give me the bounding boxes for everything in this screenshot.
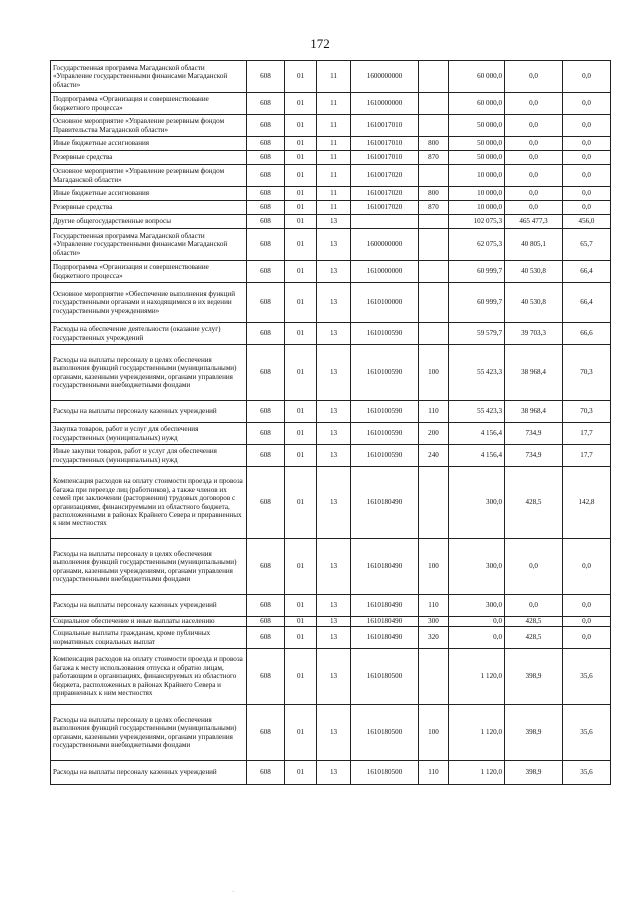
cell-vr: 110 — [419, 401, 449, 423]
cell-csr: 1610100590 — [351, 445, 419, 467]
cell-plan: 300,0 — [449, 539, 505, 595]
cell-rz: 01 — [285, 617, 317, 627]
cell-ved: 608 — [247, 137, 285, 151]
cell-csr: 1610180490 — [351, 595, 419, 617]
cell-fact: 428,5 — [505, 617, 563, 627]
budget-table — [50, 60, 611, 785]
cell-name: Расходы на выплаты персоналу в целях обеспечения выполнения функций государственными (муниципальными) органами, казенными учреждениями, органами управления государственными внебюджетными фондами — [51, 345, 247, 401]
cell-fact: 465 477,3 — [505, 215, 563, 229]
cell-plan: 55 423,3 — [449, 401, 505, 423]
cell-name: Иные бюджетные ассигнования — [51, 187, 247, 201]
cell-rz: 01 — [285, 215, 317, 229]
cell-pct: 66,4 — [563, 261, 611, 283]
cell-name: Социальное обеспечение и иные выплаты населению — [51, 617, 247, 627]
cell-name: Основное мероприятие «Управление резервным фондом Магаданской области» — [51, 165, 247, 187]
cell-plan: 50 000,0 — [449, 115, 505, 137]
cell-csr: 1600000000 — [351, 61, 419, 93]
table-row — [51, 115, 611, 137]
cell-fact: 0,0 — [505, 201, 563, 215]
cell-plan: 10 000,0 — [449, 201, 505, 215]
cell-pct: 17,7 — [563, 423, 611, 445]
table-row — [51, 93, 611, 115]
cell-csr: 1610180490 — [351, 617, 419, 627]
cell-fact: 0,0 — [505, 137, 563, 151]
table-row — [51, 61, 611, 93]
table-row — [51, 165, 611, 187]
cell-plan: 10 000,0 — [449, 165, 505, 187]
cell-fact: 0,0 — [505, 93, 563, 115]
cell-pr: 11 — [317, 165, 351, 187]
table-row — [51, 617, 611, 627]
cell-rz: 01 — [285, 229, 317, 261]
table-row — [51, 215, 611, 229]
cell-vr: 200 — [419, 423, 449, 445]
cell-rz: 01 — [285, 627, 317, 649]
cell-plan: 102 075,3 — [449, 215, 505, 229]
cell-plan: 10 000,0 — [449, 187, 505, 201]
table-row — [51, 627, 611, 649]
cell-pct: 35,6 — [563, 649, 611, 705]
cell-pct: 66,6 — [563, 323, 611, 345]
cell-fact: 0,0 — [505, 61, 563, 93]
page-number: 172 — [310, 36, 330, 51]
table-row — [51, 151, 611, 165]
table-row — [51, 283, 611, 323]
table-row — [51, 423, 611, 445]
cell-ved: 608 — [247, 627, 285, 649]
cell-pct: 35,6 — [563, 705, 611, 761]
cell-rz: 01 — [285, 151, 317, 165]
cell-ved: 608 — [247, 151, 285, 165]
cell-plan: 60 000,0 — [449, 93, 505, 115]
cell-pr: 11 — [317, 151, 351, 165]
cell-vr: 870 — [419, 201, 449, 215]
cell-plan: 50 000,0 — [449, 137, 505, 151]
cell-rz: 01 — [285, 137, 317, 151]
cell-pr: 13 — [317, 215, 351, 229]
cell-vr: 240 — [419, 445, 449, 467]
cell-csr: 1610100590 — [351, 423, 419, 445]
cell-plan: 1 120,0 — [449, 649, 505, 705]
cell-pct: 0,0 — [563, 627, 611, 649]
cell-rz: 01 — [285, 165, 317, 187]
cell-plan: 1 120,0 — [449, 705, 505, 761]
cell-name: Подпрограмма «Организация и совершенствование бюджетного процесса» — [51, 261, 247, 283]
cell-rz: 01 — [285, 201, 317, 215]
cell-pr: 11 — [317, 187, 351, 201]
cell-vr: 110 — [419, 761, 449, 785]
cell-plan: 0,0 — [449, 617, 505, 627]
cell-csr: 1610100590 — [351, 401, 419, 423]
cell-csr: 1610017010 — [351, 137, 419, 151]
table-row — [51, 705, 611, 761]
cell-pr: 13 — [317, 261, 351, 283]
table-row — [51, 187, 611, 201]
cell-pr: 13 — [317, 323, 351, 345]
cell-pr: 11 — [317, 115, 351, 137]
cell-fact: 734,9 — [505, 445, 563, 467]
cell-pct: 0,0 — [563, 595, 611, 617]
cell-plan: 0,0 — [449, 627, 505, 649]
cell-name: Основное мероприятие «Управление резервным фондом Правительства Магаданской области» — [51, 115, 247, 137]
cell-name: Расходы на выплаты персоналу казенных учреждений — [51, 401, 247, 423]
cell-ved: 608 — [247, 283, 285, 323]
cell-fact: 39 703,3 — [505, 323, 563, 345]
cell-plan: 59 579,7 — [449, 323, 505, 345]
cell-name: Резервные средства — [51, 151, 247, 165]
table-row — [51, 445, 611, 467]
cell-pct: 17,7 — [563, 445, 611, 467]
cell-pct: 35,6 — [563, 761, 611, 785]
cell-ved: 608 — [247, 323, 285, 345]
cell-rz: 01 — [285, 423, 317, 445]
cell-vr: 800 — [419, 137, 449, 151]
cell-ved: 608 — [247, 215, 285, 229]
cell-rz: 01 — [285, 467, 317, 539]
cell-pct: 70,3 — [563, 345, 611, 401]
cell-fact: 398,9 — [505, 761, 563, 785]
cell-pr: 11 — [317, 61, 351, 93]
cell-name: Расходы на выплаты персоналу в целях обеспечения выполнения функций государственными (муниципальными) органами, казенными учреждениями, органами управления государственными внебюджетными фондами — [51, 705, 247, 761]
cell-ved: 608 — [247, 761, 285, 785]
table-row — [51, 261, 611, 283]
cell-rz: 01 — [285, 705, 317, 761]
cell-pr: 13 — [317, 705, 351, 761]
cell-csr: 1610017020 — [351, 165, 419, 187]
cell-vr: 110 — [419, 595, 449, 617]
table-row — [51, 201, 611, 215]
cell-ved: 608 — [247, 115, 285, 137]
cell-pr: 13 — [317, 595, 351, 617]
cell-pr: 13 — [317, 539, 351, 595]
cell-ved: 608 — [247, 261, 285, 283]
cell-csr: 1610100000 — [351, 283, 419, 323]
table-row — [51, 595, 611, 617]
cell-name: Иные закупки товаров, работ и услуг для обеспечения государственных (муниципальных) нужд — [51, 445, 247, 467]
cell-fact: 0,0 — [505, 595, 563, 617]
cell-fact: 0,0 — [505, 115, 563, 137]
table-row — [51, 761, 611, 785]
cell-vr — [419, 649, 449, 705]
cell-pct: 0,0 — [563, 115, 611, 137]
cell-vr — [419, 93, 449, 115]
cell-csr — [351, 215, 419, 229]
cell-pct: 142,8 — [563, 467, 611, 539]
cell-pct: 0,0 — [563, 165, 611, 187]
table-row — [51, 467, 611, 539]
cell-rz: 01 — [285, 115, 317, 137]
cell-csr: 1610000000 — [351, 261, 419, 283]
table-row — [51, 401, 611, 423]
cell-name: Расходы на выплаты персоналу казенных учреждений — [51, 761, 247, 785]
cell-plan: 60 000,0 — [449, 61, 505, 93]
cell-ved: 608 — [247, 617, 285, 627]
cell-vr — [419, 229, 449, 261]
cell-fact: 0,0 — [505, 187, 563, 201]
cell-csr: 1610180490 — [351, 539, 419, 595]
cell-ved: 608 — [247, 345, 285, 401]
cell-rz: 01 — [285, 261, 317, 283]
cell-pr: 13 — [317, 445, 351, 467]
cell-csr: 1610180500 — [351, 761, 419, 785]
cell-fact: 428,5 — [505, 467, 563, 539]
cell-plan: 4 156,4 — [449, 423, 505, 445]
cell-name: Основное мероприятие «Обеспечение выполнения функций государственными органами и находящимися в их ведении государственными учреждениями» — [51, 283, 247, 323]
cell-fact: 40 805,1 — [505, 229, 563, 261]
cell-pct: 456,0 — [563, 215, 611, 229]
cell-vr: 870 — [419, 151, 449, 165]
cell-name: Расходы на обеспечение деятельности (оказание услуг) государственных учреждений — [51, 323, 247, 345]
cell-pr: 13 — [317, 617, 351, 627]
cell-vr — [419, 283, 449, 323]
cell-ved: 608 — [247, 165, 285, 187]
cell-fact: 38 968,4 — [505, 401, 563, 423]
cell-pct: 0,0 — [563, 539, 611, 595]
cell-vr — [419, 261, 449, 283]
cell-name: Государственная программа Магаданской области «Управление государственными финансами Магаданской области» — [51, 61, 247, 93]
cell-vr — [419, 165, 449, 187]
cell-fact: 40 530,8 — [505, 283, 563, 323]
cell-name: Закупка товаров, работ и услуг для обеспечения государственных (муниципальных) нужд — [51, 423, 247, 445]
cell-pr: 11 — [317, 137, 351, 151]
cell-pr: 13 — [317, 627, 351, 649]
cell-pct: 0,0 — [563, 61, 611, 93]
cell-vr: 320 — [419, 627, 449, 649]
cell-pct: 70,3 — [563, 401, 611, 423]
cell-plan: 62 075,3 — [449, 229, 505, 261]
cell-pr: 11 — [317, 201, 351, 215]
cell-pr: 13 — [317, 467, 351, 539]
cell-csr: 1610180490 — [351, 467, 419, 539]
cell-plan: 55 423,3 — [449, 345, 505, 401]
cell-pct: 0,0 — [563, 617, 611, 627]
cell-ved: 608 — [247, 649, 285, 705]
cell-csr: 1610180500 — [351, 705, 419, 761]
cell-name: Другие общегосударственные вопросы — [51, 215, 247, 229]
cell-plan: 60 999,7 — [449, 261, 505, 283]
cell-vr: 300 — [419, 617, 449, 627]
cell-pct: 0,0 — [563, 93, 611, 115]
cell-fact: 398,9 — [505, 705, 563, 761]
cell-rz: 01 — [285, 283, 317, 323]
cell-ved: 608 — [247, 423, 285, 445]
cell-ved: 608 — [247, 539, 285, 595]
cell-name: Компенсация расходов на оплату стоимости проезда и провоза багажа при переезде лиц (работников), а также членов их семей при заключении (расторжении) трудовых договоров с организациями, финансируемыми из областного бюджета, расположенными в районах Крайнего Севера и приравненных к ним местностях — [51, 467, 247, 539]
cell-vr — [419, 467, 449, 539]
cell-csr: 1610180500 — [351, 649, 419, 705]
cell-vr: 100 — [419, 705, 449, 761]
cell-pct: 0,0 — [563, 137, 611, 151]
cell-rz: 01 — [285, 595, 317, 617]
cell-ved: 608 — [247, 187, 285, 201]
cell-name: Расходы на выплаты персоналу казенных учреждений — [51, 595, 247, 617]
cell-plan: 60 999,7 — [449, 283, 505, 323]
cell-fact: 0,0 — [505, 539, 563, 595]
cell-plan: 300,0 — [449, 467, 505, 539]
cell-csr: 1610017020 — [351, 201, 419, 215]
cell-ved: 608 — [247, 93, 285, 115]
cell-rz: 01 — [285, 61, 317, 93]
cell-vr: 800 — [419, 187, 449, 201]
cell-name: Резервные средства — [51, 201, 247, 215]
cell-fact: 428,5 — [505, 627, 563, 649]
cell-ved: 608 — [247, 201, 285, 215]
cell-pct: 0,0 — [563, 187, 611, 201]
cell-rz: 01 — [285, 93, 317, 115]
table-row — [51, 345, 611, 401]
cell-ved: 608 — [247, 467, 285, 539]
cell-vr — [419, 61, 449, 93]
cell-name: Компенсация расходов на оплату стоимости проезда и провоза багажа к месту использования отпуска и обратно лицам, работающим в организациях, финансируемых из областного бюджета, расположенных в районах Крайнего Севера и приравненных к ним местностях — [51, 649, 247, 705]
cell-fact: 38 968,4 — [505, 345, 563, 401]
cell-pr: 13 — [317, 229, 351, 261]
table-row — [51, 649, 611, 705]
cell-plan: 300,0 — [449, 595, 505, 617]
cell-plan: 50 000,0 — [449, 151, 505, 165]
cell-fact: 40 530,8 — [505, 261, 563, 283]
cell-pct: 0,0 — [563, 201, 611, 215]
cell-csr: 1610100590 — [351, 345, 419, 401]
cell-ved: 608 — [247, 595, 285, 617]
cell-ved: 608 — [247, 61, 285, 93]
cell-csr: 1600000000 — [351, 229, 419, 261]
table-row — [51, 539, 611, 595]
cell-ved: 608 — [247, 445, 285, 467]
table-row — [51, 229, 611, 261]
cell-csr: 1610017010 — [351, 115, 419, 137]
cell-fact: 0,0 — [505, 151, 563, 165]
cell-pr: 13 — [317, 401, 351, 423]
cell-csr: 1610017020 — [351, 187, 419, 201]
cell-name: Иные бюджетные ассигнования — [51, 137, 247, 151]
cell-ved: 608 — [247, 705, 285, 761]
cell-rz: 01 — [285, 187, 317, 201]
cell-rz: 01 — [285, 323, 317, 345]
cell-rz: 01 — [285, 445, 317, 467]
table-row — [51, 323, 611, 345]
cell-rz: 01 — [285, 649, 317, 705]
cell-csr: 1610100590 — [351, 323, 419, 345]
cell-fact: 0,0 — [505, 165, 563, 187]
cell-pr: 13 — [317, 761, 351, 785]
scan-mark: · — [232, 888, 235, 896]
cell-pct: 66,4 — [563, 283, 611, 323]
cell-rz: 01 — [285, 401, 317, 423]
cell-rz: 01 — [285, 345, 317, 401]
cell-fact: 398,9 — [505, 649, 563, 705]
table-row — [51, 137, 611, 151]
cell-fact: 734,9 — [505, 423, 563, 445]
cell-pr: 13 — [317, 649, 351, 705]
cell-vr: 100 — [419, 345, 449, 401]
cell-rz: 01 — [285, 539, 317, 595]
cell-name: Социальные выплаты гражданам, кроме публичных нормативных социальных выплат — [51, 627, 247, 649]
cell-pct: 0,0 — [563, 151, 611, 165]
cell-pr: 11 — [317, 93, 351, 115]
cell-csr: 1610180490 — [351, 627, 419, 649]
cell-csr: 1610000000 — [351, 93, 419, 115]
cell-pct: 65,7 — [563, 229, 611, 261]
cell-vr — [419, 215, 449, 229]
cell-name: Государственная программа Магаданской области «Управление государственными финансами Магаданской области» — [51, 229, 247, 261]
cell-pr: 13 — [317, 423, 351, 445]
cell-name: Подпрограмма «Организация и совершенствование бюджетного процесса» — [51, 93, 247, 115]
cell-plan: 4 156,4 — [449, 445, 505, 467]
cell-vr — [419, 323, 449, 345]
cell-ved: 608 — [247, 401, 285, 423]
cell-plan: 1 120,0 — [449, 761, 505, 785]
cell-pr: 13 — [317, 283, 351, 323]
cell-pr: 13 — [317, 345, 351, 401]
cell-vr: 100 — [419, 539, 449, 595]
cell-rz: 01 — [285, 761, 317, 785]
cell-csr: 1610017010 — [351, 151, 419, 165]
cell-ved: 608 — [247, 229, 285, 261]
cell-vr — [419, 115, 449, 137]
cell-name: Расходы на выплаты персоналу в целях обеспечения выполнения функций государственными (муниципальными) органами, казенными учреждениями, органами управления государственными внебюджетными фондами — [51, 539, 247, 595]
